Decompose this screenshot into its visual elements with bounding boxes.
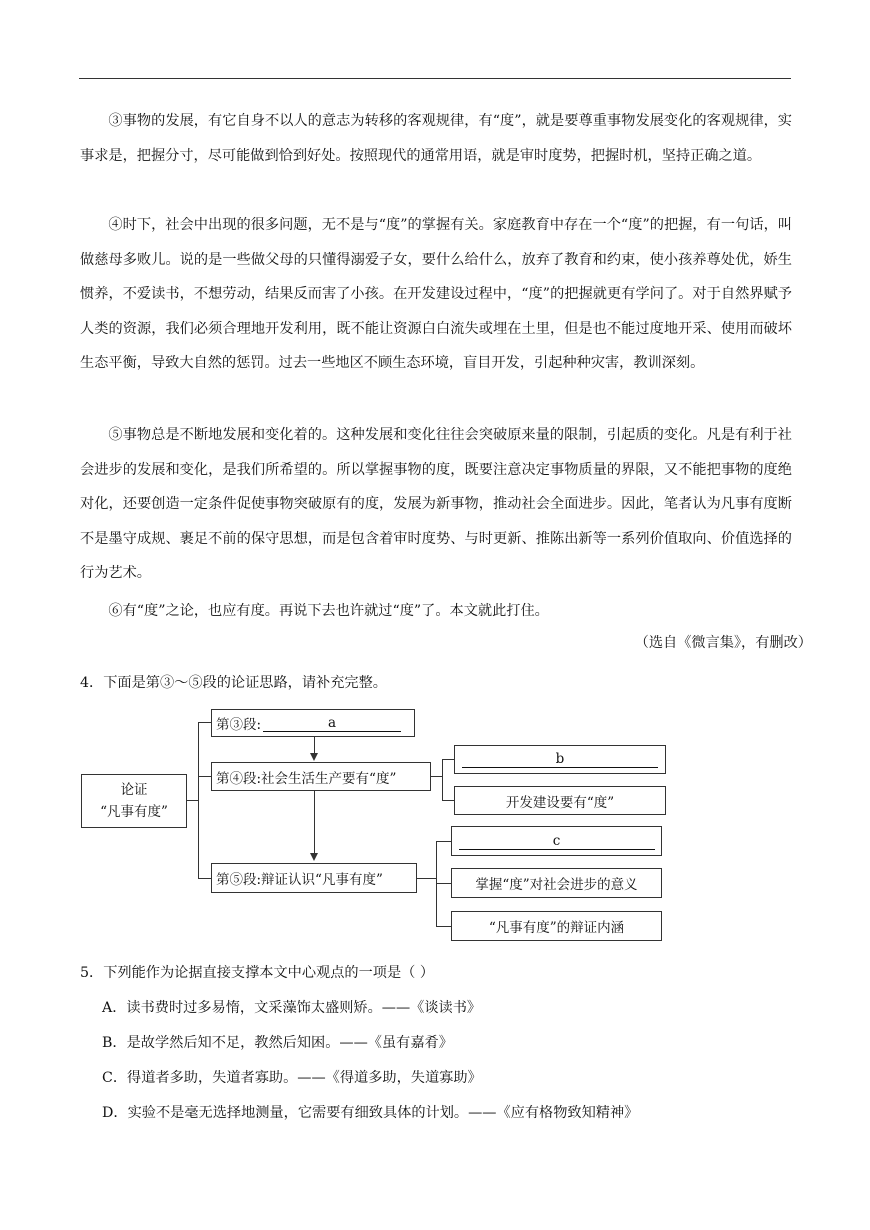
blank-b[interactable]: b	[462, 751, 658, 768]
blank-a[interactable]: a	[263, 715, 401, 732]
b-box	[454, 745, 666, 774]
option-a[interactable]: A．读书费时过多易惰，文采藻饰太盛则矫。——《谈读书》	[102, 1000, 482, 1016]
p4-label: 第④段:社会生活生产要有“度”	[216, 770, 397, 787]
question-4-prompt: 4．下面是第③～⑤段的论证思路，请补充完整。	[80, 675, 387, 691]
connector-to-p3	[198, 722, 211, 723]
connector-p5-h	[416, 878, 437, 879]
paragraph-4: ④时下，社会中出现的很多问题，无不是与“度”的掌握有关。家庭教育中存在一个“度”的把握，有一句话，叫做慈母多败儿。说的是一些做父母的只懂得溺爱子女，要什么给什么，放弃了教育和约束，使小孩养尊处优，娇生惯养，不爱读书，不想劳动，结果反而害了小孩。在开发建设过程中，“度”的把握就更有学问了。对于自然界赋予人类的资源，我们必须合理地开发利用，既不能让资源白白流失或埋在土里，但是也不能过度地开采、使用而破坏生态平衡，导致大自然的惩罚。过去一些地区不顾生态环境，盲目开发，引起种种灾害，教训深刻。	[80, 217, 792, 371]
connector-to-p5-child2	[436, 926, 451, 927]
p4-child-box	[454, 786, 666, 815]
c-box	[451, 826, 662, 856]
arrow-p3-p4-head	[310, 753, 318, 761]
arrow-p3-p4-shaft	[314, 737, 315, 753]
blank-c[interactable]: c	[459, 833, 655, 850]
connector-to-p5-child1	[436, 883, 451, 884]
paragraph-3: ③事物的发展，有它自身不以人的意志为转移的客观规律，有“度”，就是要尊重事物发展变化的客观规律，实事求是，把握分寸，尽可能做到恰到好处。按照现代的通常用语，就是审时度势，把握时机，坚持正确之道。	[80, 113, 792, 164]
paragraph-5: ⑤事物总是不断地发展和变化着的。这种发展和变化往往会突破原来量的限制，引起质的变化。凡是有利于社会进步的发展和变化，是我们所希望的。所以掌握事物的度，既要注意决定事物质量的界限，又不能把事物的度绝对化，还要创造一定条件促使事物突破原有的度，发展为新事物，推动社会全面进步。因此，笔者认为凡事有度断不是墨守成规、裹足不前的保守思想，而是包含着审时度势、与时更新、推陈出新等一系列价值取向、价值选择的行为艺术。	[80, 427, 792, 581]
p4-child-label: 开发建设要有“度”	[505, 794, 615, 811]
p5-box	[211, 863, 417, 893]
option-d[interactable]: D．实验不是毫无选择地测量，它需要有细致具体的计划。——《应有格物致知精神》	[102, 1105, 639, 1121]
arrow-p4-p5-head	[310, 853, 318, 861]
connector-root-v	[198, 722, 199, 879]
connector-to-c	[436, 841, 451, 842]
arrow-p4-p5-shaft	[314, 791, 315, 853]
question-5-prompt: 5．下列能作为论据直接支撑本文中心观点的一项是（ ）	[80, 965, 435, 981]
p5-child1-label: 掌握“度”对社会进步的意义	[475, 877, 638, 893]
paragraph-6: ⑥有“度”之论，也应有度。再说下去也许就过“度”了。本文就此打住。	[108, 603, 549, 619]
p3-label: 第③段:	[216, 717, 262, 733]
header-rule	[79, 78, 791, 79]
option-b[interactable]: B．是故学然后知不足，教然后知困。——《虽有嘉肴》	[102, 1035, 453, 1051]
p4-box	[211, 762, 431, 791]
connector-to-b	[442, 759, 454, 760]
p5-child1-box	[451, 868, 662, 898]
p3-box	[211, 709, 415, 737]
p5-child2-label: “凡事有度”的辩证内涵	[488, 920, 625, 936]
connector-p4-v	[442, 759, 443, 800]
p5-label: 第⑤段:辩证认识“凡事有度”	[216, 872, 383, 888]
root-label-1: 论证	[120, 782, 148, 798]
connector-to-p4-child	[442, 800, 454, 801]
connector-to-p5	[198, 878, 211, 879]
source-citation: （选自《微言集》，有删改）	[634, 635, 812, 651]
connector-to-p4	[198, 776, 211, 777]
root-label-2: “凡事有度”	[100, 804, 168, 820]
option-c[interactable]: C．得道者多助，失道者寡助。——《得道多助，失道寡助》	[102, 1070, 482, 1086]
root-box	[81, 774, 187, 828]
p5-child2-box	[451, 911, 662, 941]
